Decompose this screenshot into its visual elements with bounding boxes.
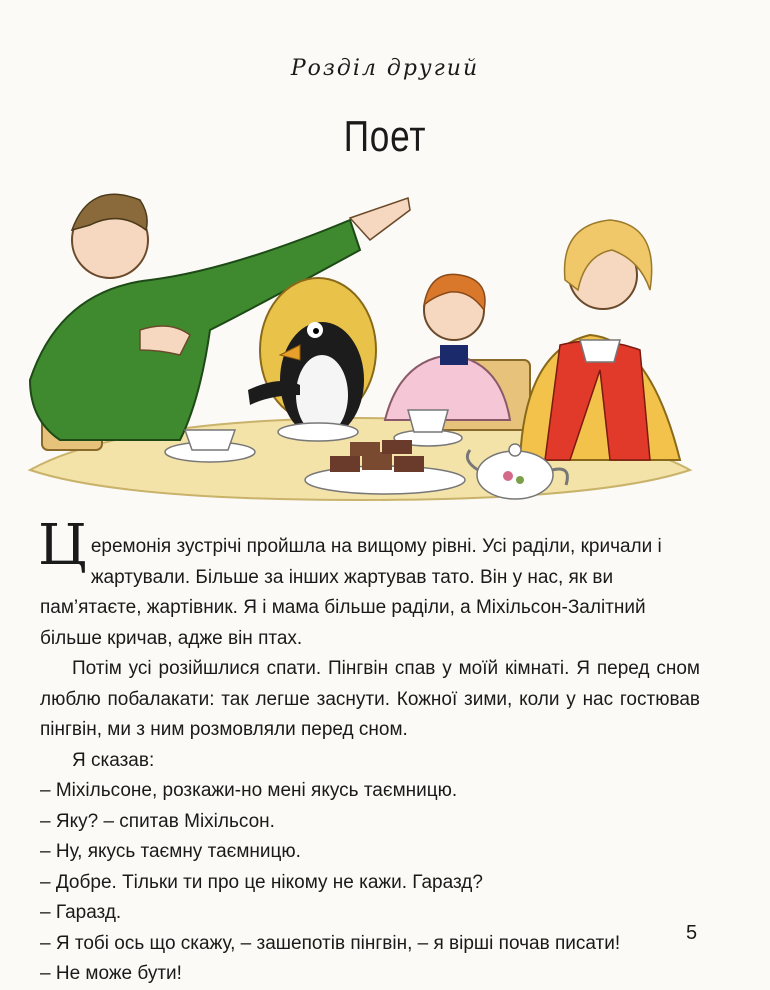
paragraph-2: Потім усі розійшлися спати. Пінгвін спав у моїй кімнаті. Я перед сном люблю побалакати: так легше заснути. Кожної зими, коли у нас гостював пінгвін, ми з ним розмовляли перед сном.	[40, 658, 700, 740]
story-text	[38, 513, 700, 990]
dialogue-line: – Добре. Тільки ти про це нікому не кажи. Гаразд?	[40, 871, 483, 893]
page-number: 5	[686, 922, 698, 944]
chapter-label: Розділ другий	[290, 56, 480, 81]
paragraph-3: Я сказав:	[72, 749, 155, 771]
family-tea-illustration	[0, 170, 770, 510]
paragraph-1: еремонія зустрічі пройшла на вищому рівні. Усі раділи, кричали і жартували. Більше за інших жартував тато. Він у нас, як ви пам’ятаєте, жартівник. Я і мама більше раділи, а Міхільсон-Залітний більше кричав, адже він птах.	[40, 536, 662, 649]
dialogue-line: – Яку? – спитав Міхільсон.	[40, 810, 275, 832]
dialogue-line: – Ну, якусь таємну таємницю.	[40, 841, 301, 862]
first-paragraph	[38, 513, 700, 654]
boy-figure	[385, 274, 510, 420]
chapter-title: Поет	[343, 112, 427, 161]
dropcap: Ц	[38, 513, 87, 578]
dialogue-line: – Не може бути!	[40, 963, 182, 984]
dialogue-line: – Я тобі ось що скажу, – зашепотів пінгвін, – я вірші почав писати!	[40, 932, 621, 954]
dialogue-line: – Міхільсоне, розкажи-но мені якусь таємницю.	[40, 780, 458, 801]
dialogue-line: – Гаразд.	[40, 902, 122, 923]
